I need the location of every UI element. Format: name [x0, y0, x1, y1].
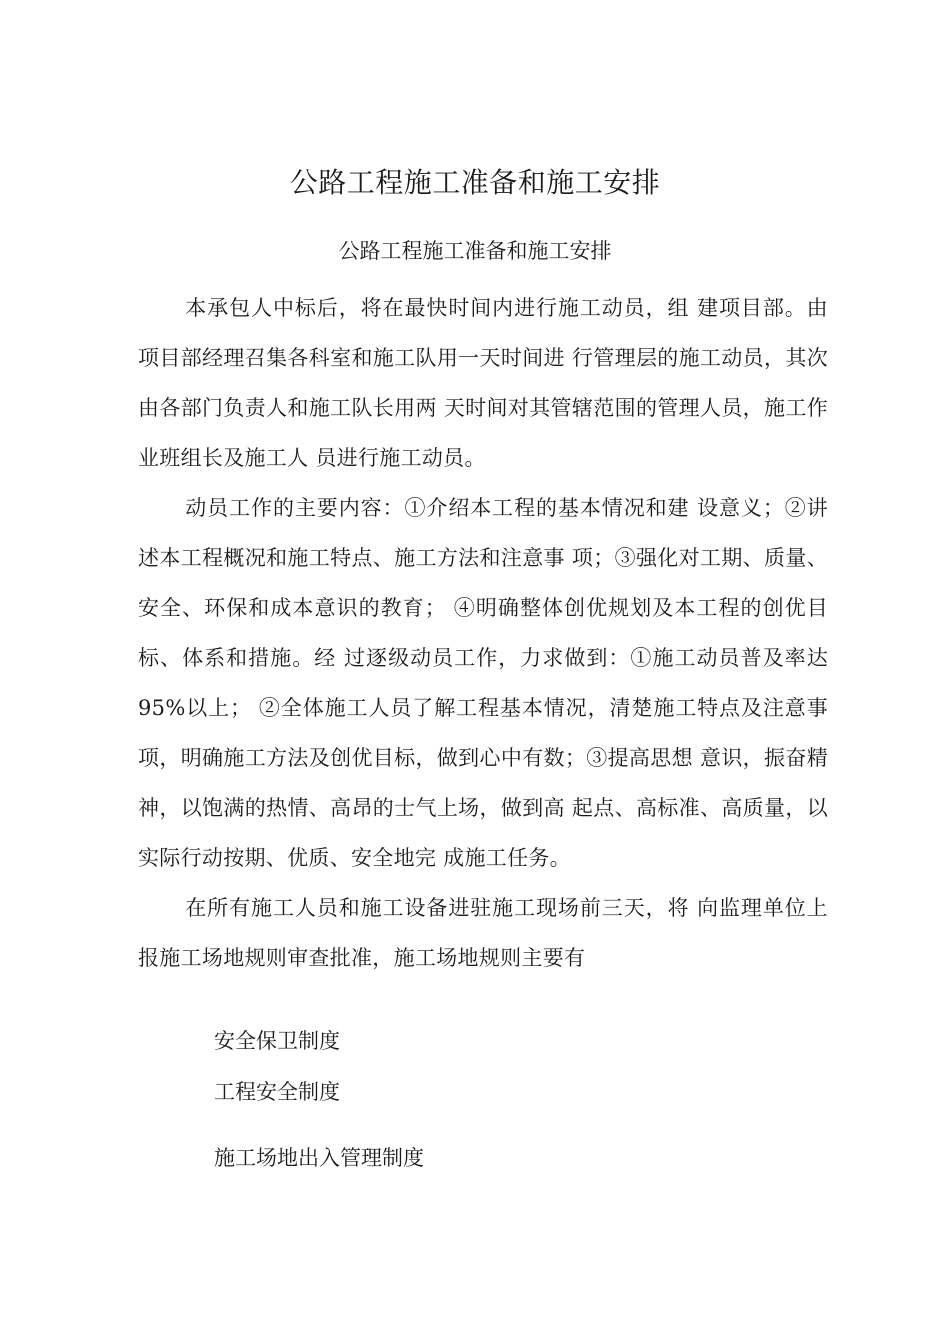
document-body	[138, 283, 828, 983]
document-title: 公路工程施工准备和施工安排	[289, 166, 661, 199]
rule-item: 施工场地出入管理制度	[214, 1146, 424, 1170]
paragraph-mobilization-content: 动员工作的主要内容：①介绍本工程的基本情况和建 设意义；②讲述本工程概况和施工特点、施工方法和注意事 项；③强化对工期、质量、安全、环保和成本意识的教育； ④明确整体创优规划及本工程的创优目标、体系和措施。经 过逐级动员工作，力求做到：①施工动员普及率达95%以上； ②全体施工人员了解工程基本情况，清楚施工特点及注意事 项，明确施工方法及创优目标，做到心中有数；③提高思想 意识，振奋精神，以饱满的热情、高昂的士气上场，做到高 起点、高标准、高质量，以实际行动按期、优质、安全地完 成施工任务。	[138, 496, 828, 870]
rule-item: 安全保卫制度	[214, 1029, 340, 1053]
rule-item: 工程安全制度	[214, 1080, 340, 1104]
paragraph-site-rules: 在所有施工人员和施工设备进驻施工现场前三天，将 向监理单位上报施工场地规则审查批准，施工场地规则主要有	[138, 896, 828, 970]
document-subtitle: 公路工程施工准备和施工安排	[338, 239, 612, 263]
paragraph-mobilization: 本承包人中标后，将在最快时间内进行施工动员，组 建项目部。由项目部经理召集各科室和施工队用一天时间进 行管理层的施工动员，其次由各部门负责人和施工队长用两 天时间对其管辖范围的管理人员，施工作业班组长及施工人 员进行施工动员。	[138, 296, 828, 470]
